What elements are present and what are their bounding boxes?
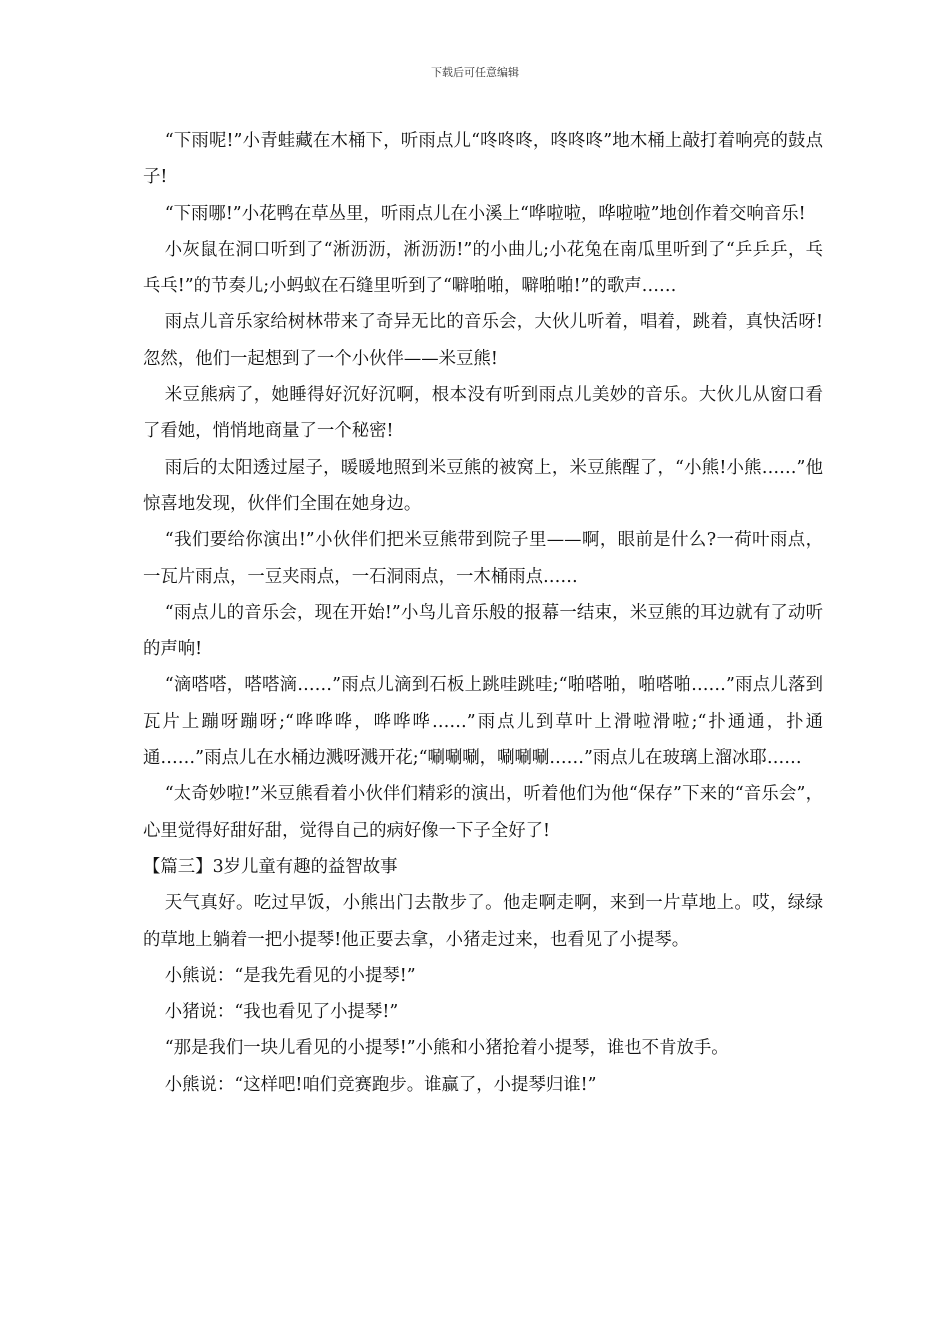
paragraph-11: 天气真好。吃过早饭，小熊出门去散步了。他走啊走啊，来到一片草地上。哎，绿绿的草地上躺着一把小提琴!他正要去拿，小猪走过来，也看见了小提琴。	[143, 893, 823, 950]
paragraph-7: “我们要给你演出!”小伙伴们把米豆熊带到院子里——啊，眼前是什么?一荷叶雨点，一瓦片雨点，一豆夹雨点，一石洞雨点，一木桶雨点……	[143, 530, 823, 587]
story-body	[143, 123, 823, 1103]
paragraph-14: “那是我们一块儿看见的小提琴!”小熊和小猪抢着小提琴，谁也不肯放手。	[164, 1038, 729, 1059]
paragraph-3: 小灰鼠在洞口听到了“淅沥沥，淅沥沥!”的小曲儿;小花兔在南瓜里听到了“乒乒乒，乓乓乓!”的节奏儿;小蚂蚁在石缝里听到了“噼啪啪，噼啪啪!”的歌声……	[143, 239, 823, 297]
page-header: 下载后可任意编辑	[431, 66, 519, 79]
paragraph-9: “滴嗒嗒，嗒嗒滴……”雨点儿滴到石板上跳哇跳哇;“啪嗒啪，啪嗒啪……”雨点儿落到瓦片上蹦呀蹦呀;“哗哗哗，哗哗哗……”雨点儿到草叶上滑啦滑啦;“扑通通，扑通通……”雨点儿在水桶边溅呀溅开花;“唰唰唰，唰唰唰……”雨点儿在玻璃上溜冰耶……	[143, 675, 823, 769]
paragraph-6: 雨后的太阳透过屋子，暖暖地照到米豆熊的被窝上，米豆熊醒了，“小熊!小熊……”他惊喜地发现，伙伴们全围在她身边。	[143, 457, 823, 514]
paragraph-1: “下雨呢!”小青蛙藏在木桶下，听雨点儿“咚咚咚，咚咚咚”地木桶上敲打着响亮的鼓点子!	[143, 131, 823, 188]
paragraph-10: “太奇妙啦!”米豆熊看着小伙伴们精彩的演出，听着他们为他“保存”下来的“音乐会”，心里觉得好甜好甜，觉得自己的病好像一下子全好了!	[143, 784, 823, 841]
paragraph-13: 小猪说：“我也看见了小提琴!”	[164, 1002, 399, 1023]
paragraph-15: 小熊说：“这样吧!咱们竞赛跑步。谁赢了，小提琴归谁!”	[164, 1074, 597, 1095]
paragraph-5: 米豆熊病了，她睡得好沉好沉啊，根本没有听到雨点儿美妙的音乐。大伙儿从窗口看了看她，悄悄地商量了一个秘密!	[143, 385, 823, 442]
paragraph-2: “下雨哪!”小花鸭在草丛里，听雨点儿在小溪上“哗啦啦，哗啦啦”地创作着交响音乐!	[164, 203, 806, 224]
paragraph-12: 小熊说：“是我先看见的小提琴!”	[164, 965, 416, 986]
section-heading: 【篇三】3岁儿童有趣的益智故事	[143, 856, 398, 877]
paragraph-8: “雨点儿的音乐会，现在开始!”小鸟儿音乐般的报幕一结束，米豆熊的耳边就有了动听的声响!	[143, 602, 823, 660]
paragraph-4: 雨点儿音乐家给树林带来了奇异无比的音乐会，大伙儿听着，唱着，跳着，真快活呀!忽然，他们一起想到了一个小伙伴——米豆熊!	[143, 312, 823, 369]
